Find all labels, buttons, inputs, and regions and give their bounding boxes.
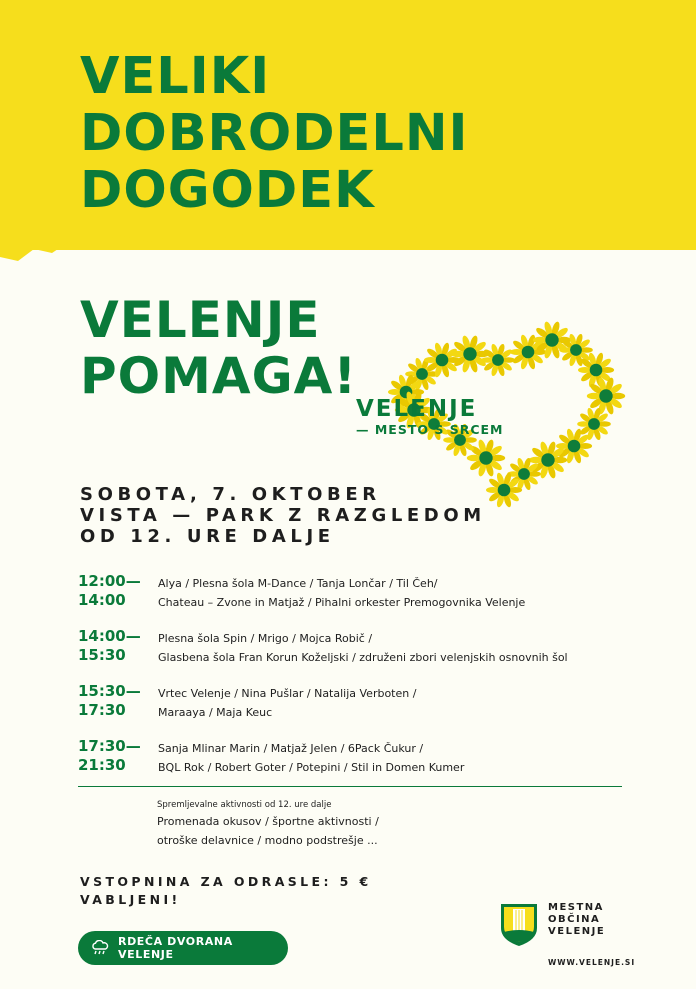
performers-line: Maraaya / Maja Keuc [158, 706, 273, 719]
schedule-row [78, 737, 638, 792]
schedule-row [78, 682, 638, 737]
performers-line: Alya / Plesna šola M-Dance / Tanja Lončar / Til Čeh/ [158, 577, 438, 590]
time-start: 15:30— [78, 682, 141, 700]
event-location: VISTA — PARK Z RAZGLEDOM [80, 505, 486, 526]
subtitle-line: POMAGA! [80, 347, 358, 405]
schedule-row [78, 627, 638, 682]
title-line: DOGODEK [80, 161, 375, 220]
subtitle-line: VELENJE [80, 291, 321, 349]
event-details [80, 484, 486, 547]
sunflower [467, 439, 505, 477]
side-activities [157, 798, 379, 850]
municipality-line: MESTNA [548, 902, 604, 913]
rain-venue-button[interactable] [78, 931, 288, 965]
logo-slogan: — MESTO S SRCEM [356, 422, 504, 437]
main-title [80, 48, 469, 219]
performers-line: Vrtec Velenje / Nina Pušlar / Natalija Verboten / [158, 687, 417, 700]
time-end: 21:30 [78, 756, 126, 774]
program-schedule [78, 572, 638, 792]
time-range [78, 572, 153, 610]
side-activities-line: Promenada okusov / športne aktivnosti / [157, 815, 379, 828]
performers-line: Chateau – Zvone in Matjaž / Pihalni orkester Premogovnika Velenje [158, 596, 526, 609]
sunflower [577, 407, 611, 441]
time-end: 14:00 [78, 591, 126, 609]
city-logo-text [356, 396, 503, 438]
municipality-line: OBČINA [548, 914, 601, 925]
time-start: 12:00— [78, 572, 141, 590]
time-range [78, 627, 153, 665]
performers-line: Plesna šola Spin / Mrigo / Mojca Robič / [158, 632, 373, 645]
municipality-line: VELENJE [548, 926, 606, 937]
event-start-time: OD 12. URE DALJE [80, 526, 335, 547]
performers [158, 684, 416, 722]
side-activities-label: Spremljevalne aktivnosti od 12. ure dalje [157, 800, 332, 810]
ticket-price: VSTOPNINA ZA ODRASLE: 5 € [80, 874, 372, 889]
time-start: 14:00— [78, 627, 141, 645]
performers [158, 739, 464, 777]
rain-venue-label: RDEČA DVORANA VELENJE [118, 935, 233, 961]
sunflower [481, 343, 515, 377]
time-range [78, 737, 153, 775]
title-line: VELIKI [80, 47, 271, 106]
performers-line: Glasbena šola Fran Korun Koželjski / združeni zbori velenjskih osnovnih šol [158, 651, 568, 664]
performers-line: Sanja Mlinar Marin / Matjaž Jelen / 6Pack Čukur / [158, 742, 424, 755]
time-start: 17:30— [78, 737, 141, 755]
rain-cloud-icon [90, 940, 110, 956]
time-range [78, 682, 153, 720]
subtitle [80, 292, 357, 404]
performers [158, 574, 525, 612]
time-end: 17:30 [78, 701, 126, 719]
ticket-info [80, 873, 372, 909]
municipality-name [548, 902, 605, 938]
performers [158, 629, 568, 667]
time-end: 15:30 [78, 646, 126, 664]
invitation: VABLJENI! [80, 892, 181, 907]
title-line: DOBRODELNI [80, 104, 469, 163]
event-date: SOBOTA, 7. OKTOBER [80, 484, 381, 505]
performers-line: BQL Rok / Robert Goter / Potepini / Stil in Domen Kumer [158, 761, 465, 774]
sunflower [451, 335, 489, 373]
schedule-row [78, 572, 638, 627]
website-link[interactable]: WWW.VELENJE.SI [548, 958, 636, 967]
coat-of-arms-icon [499, 902, 539, 948]
divider [78, 786, 622, 787]
logo-city-name: VELENJE [356, 396, 478, 422]
side-activities-line: otroške delavnice / modno podstrešje ... [157, 834, 378, 847]
